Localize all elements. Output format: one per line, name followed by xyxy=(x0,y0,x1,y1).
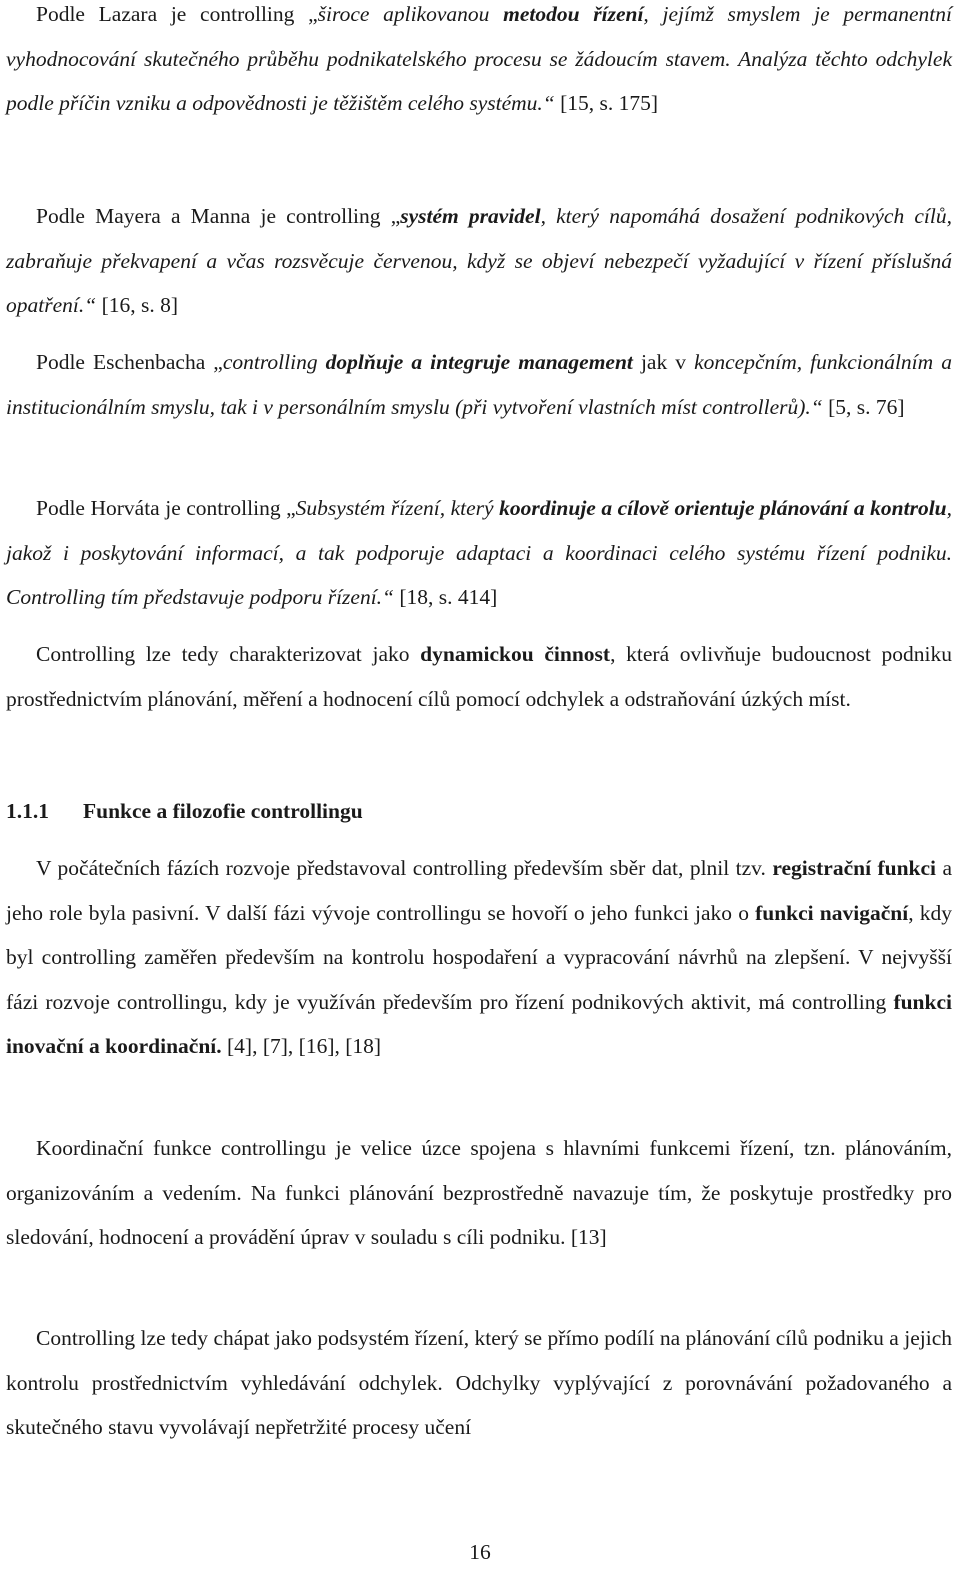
citation: [5, s. 76] xyxy=(822,394,905,419)
section-number: 1.1.1 xyxy=(6,799,49,823)
section-heading xyxy=(6,796,363,826)
citation: [16, s. 8] xyxy=(96,293,179,317)
paragraph-lazar: Podle Lazara je controlling „široce aplikovanou metodou řízení, jejímž smyslem je permanentní vyhodnocování skutečného průběhu podnikatelského procesu se žádoucím stavem. Analýza těchto odchylek podle příčin vzniku a odpovědnosti je těžištěm celého systému.“ [15, s. 175] xyxy=(6,2,952,115)
paragraph-mayer-mann: Podle Mayera a Manna je controlling „systém pravidel, který napomáhá dosažení podnikových cílů, zabraňuje překvapení a včas rozsvěcuje červenou, když se objeví nebezpečí vyžadující v řízení příslušná opatření.“ [16, s. 8] xyxy=(6,204,952,317)
citation: [4], [7], [16], [18] xyxy=(221,1034,382,1058)
page-number: 16 xyxy=(469,1540,491,1564)
paragraph-eschenbach: Podle Eschenbacha „controlling doplňuje a integruje management jak v koncepčním, funkcionálním a institucionálním smyslu, tak i v personálním smyslu (při vytvoření vlastních míst controllerů).“ [5, s. 76] xyxy=(6,350,952,419)
section-title: Funkce a filozofie controllingu xyxy=(83,799,363,823)
paragraph-coordination: Koordinační funkce controllingu je velice úzce spojena s hlavními funkcemi řízení, tzn. plánováním, organizováním a vedením. Na funkci plánování bezprostředně navazuje tím, že poskytuje prostředky pro sledování, hodnocení a provádění úprav v souladu s cíli podniku. [13] xyxy=(6,1136,952,1249)
paragraph-subsystem: Controlling lze tedy chápat jako podsystém řízení, který se přímo podílí na plánování cílů podniku a jejich kontrolu prostřednictvím vyhledávání odchylek. Odchylky vyplývající z porovnávání požadovaného a skutečného stavu vyvolávají nepřetržité procesy učení xyxy=(6,1326,952,1439)
paragraph-summary: Controlling lze tedy charakterizovat jako dynamickou činnost, která ovlivňuje budoucnost podniku prostřednictvím plánování, měření a hodnocení cílů pomocí odchylek a odstraňování úzkých míst. xyxy=(6,642,952,711)
paragraph-horvath: Podle Horváta je controlling „Subsystém řízení, který koordinuje a cílově orientuje plánování a kontrolu, jakož i poskytování informací, a tak podporuje adaptaci a koordinaci celého systému řízení podniku. Controlling tím představuje podporu řízení.“ [18, s. 414] xyxy=(6,496,953,609)
citation: [18, s. 414] xyxy=(394,585,498,609)
paragraph-functions: V počátečních fázích rozvoje představoval controlling především sběr dat, plnil tzv. registrační funkci a jeho role byla pasivní. V další fázi vývoje controllingu se hovoří o jeho funkci jako o funkci navigační, kdy byl controlling zaměřen především na kontrolu hospodaření a vypracování návrhů na zlepšení. V nejvyšší fázi rozvoje controllingu, kdy je využíván především pro řízení podnikových aktivit, má controlling funkci inovační a koordinační. [4], [7], [16], [18] xyxy=(6,856,952,1058)
citation: [15, s. 175] xyxy=(554,91,659,115)
